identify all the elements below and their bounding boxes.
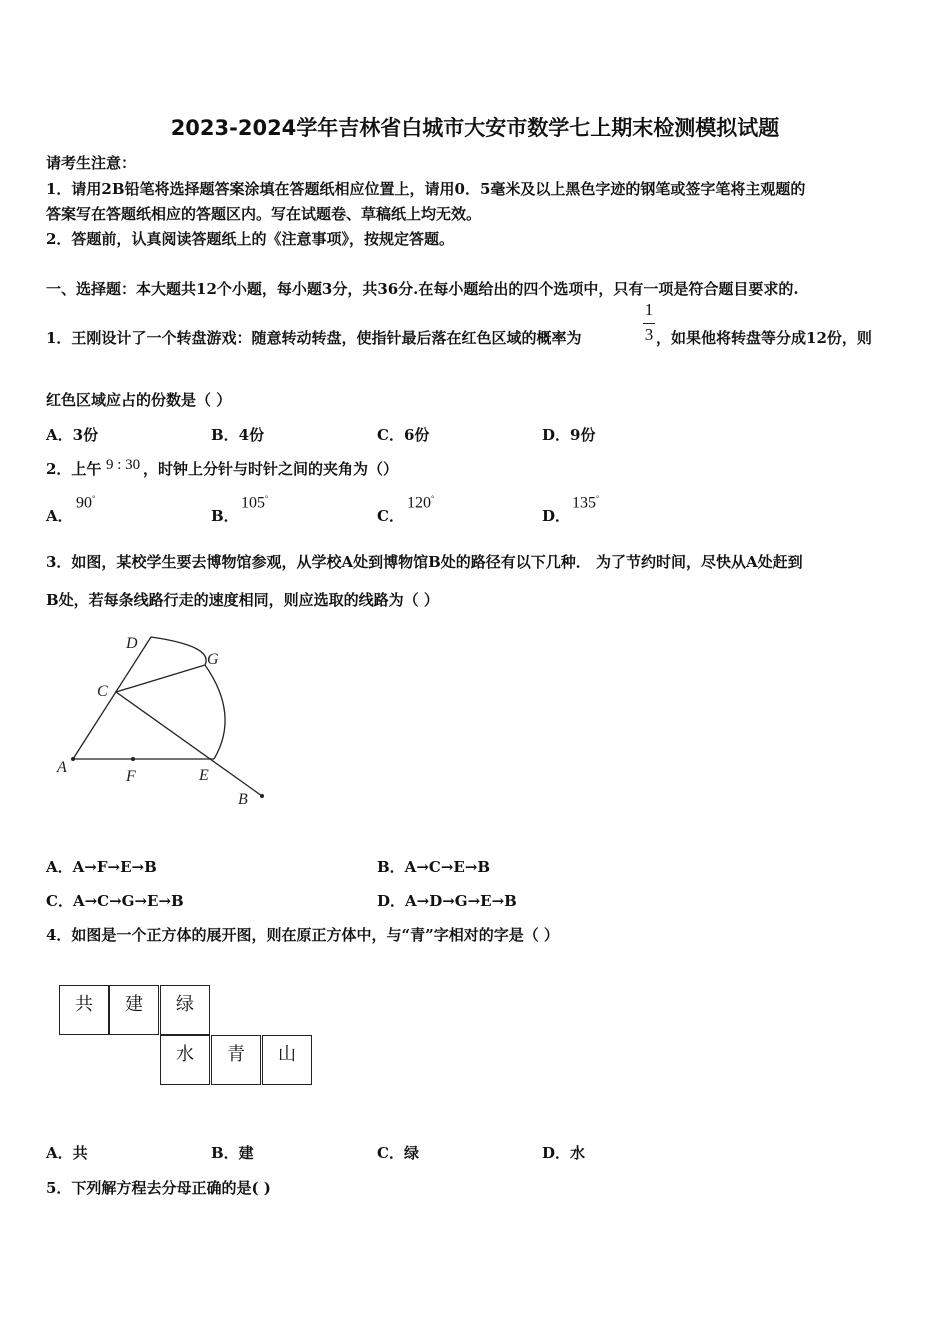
q2-option-a-letter[interactable]: A． [46,507,73,525]
notice-heading: 请考生注意： [46,154,137,172]
net-cell-bottom-2: 青 [211,1035,261,1085]
q1-text-a: 1．王刚设计了一个转盘游戏：随意转动转盘，使指针最后落在红色区域的概率为 [46,329,582,347]
net-cell-bottom-3: 山 [262,1035,312,1085]
label-c: C [97,683,108,700]
q3-option-a[interactable]: A．A→F→E→B [46,858,157,876]
segment-a-d [73,637,151,759]
point-a [71,757,75,761]
notice-line-2: 2．答题前，认真阅读答题纸上的《注意事项》，按规定答题。 [46,230,454,248]
q1-fraction-numerator: 1 [644,300,654,319]
label-a: A [57,759,67,776]
label-g: G [207,651,219,668]
q3-text-b: B处，若每条线路行走的速度相同，则应选取的线路为（ ） [46,591,439,609]
notice-line-1a: 1．请用2B铅笔将选择题答案涂填在答题纸相应位置上，请用0．5毫米及以上黑色字迹的钢笔或签字笔将主观题的 [46,180,806,198]
label-d: D [126,635,138,652]
q3-option-c[interactable]: C．A→C→G→E→B [46,892,184,910]
net-cell-top-2: 建 [109,985,159,1035]
q3-text-a: 3．如图，某校学生要去博物馆参观，从学校A处到博物馆B处的路径有以下几种． 为了节约时间，尽快从A处赶到 [46,553,803,571]
segment-c-g [116,665,205,692]
notice-line-1b: 答案写在答题纸相应的答题区内。写在试题卷、草稿纸上均无效。 [46,205,482,223]
q2-option-c-value: 120° [407,494,435,512]
point-f [131,757,135,761]
q4-text: 4．如图是一个正方体的展开图，则在原正方体中，与“青”字相对的字是（ ） [46,926,559,944]
net-cell-top-1: 共 [59,985,109,1035]
q4-option-d[interactable]: D．水 [542,1144,586,1162]
segment-c-b [116,692,262,796]
q4-option-b[interactable]: B．建 [211,1144,254,1162]
q4-option-c[interactable]: C．绿 [377,1144,419,1162]
q3-option-b[interactable]: B．A→C→E→B [377,858,491,876]
q1-option-d[interactable]: D．9份 [542,426,596,444]
q1-fraction-denominator: 3 [644,325,654,344]
q2-option-c-letter[interactable]: C． [377,507,404,525]
net-cell-bottom-1: 水 [160,1035,210,1085]
q2-option-a-value: 90° [76,494,96,512]
label-e: E [199,767,209,784]
section-heading: 一、选择题：本大题共12个小题，每小题3分，共36分.在每小题给出的四个选项中，只有一项是符合题目要求的. [46,280,799,298]
q4-option-a[interactable]: A．共 [46,1144,88,1162]
q2-option-b-letter[interactable]: B． [211,507,239,525]
q5-text: 5．下列解方程去分母正确的是( ) [46,1179,271,1197]
q1-option-b[interactable]: B．4份 [211,426,265,444]
q2-text-b: ，时钟上分针与时针之间的夹角为（） [143,460,399,478]
label-f: F [126,768,136,785]
q2-option-d-letter[interactable]: D． [542,507,571,525]
net-cell-top-3: 绿 [160,985,210,1035]
page-title: 2023-2024学年吉林省白城市大安市数学七上期末检测模拟试题 [170,116,780,140]
q2-option-d-value: 135° [572,494,600,512]
q2-time: 9 : 30 [106,457,141,473]
label-b: B [238,791,248,808]
point-b [260,794,264,798]
q1-text-b: ，如果他将转盘等分成12份，则 [656,329,872,347]
q1-option-a[interactable]: A．3份 [46,426,99,444]
q2-option-b-value: 105° [241,494,269,512]
q3-option-d[interactable]: D．A→D→G→E→B [377,892,517,910]
q2-text-a: 2．上午 [46,460,102,478]
q1-text-c: 红色区域应占的份数是（ ） [46,391,232,409]
q1-option-c[interactable]: C．6份 [377,426,430,444]
